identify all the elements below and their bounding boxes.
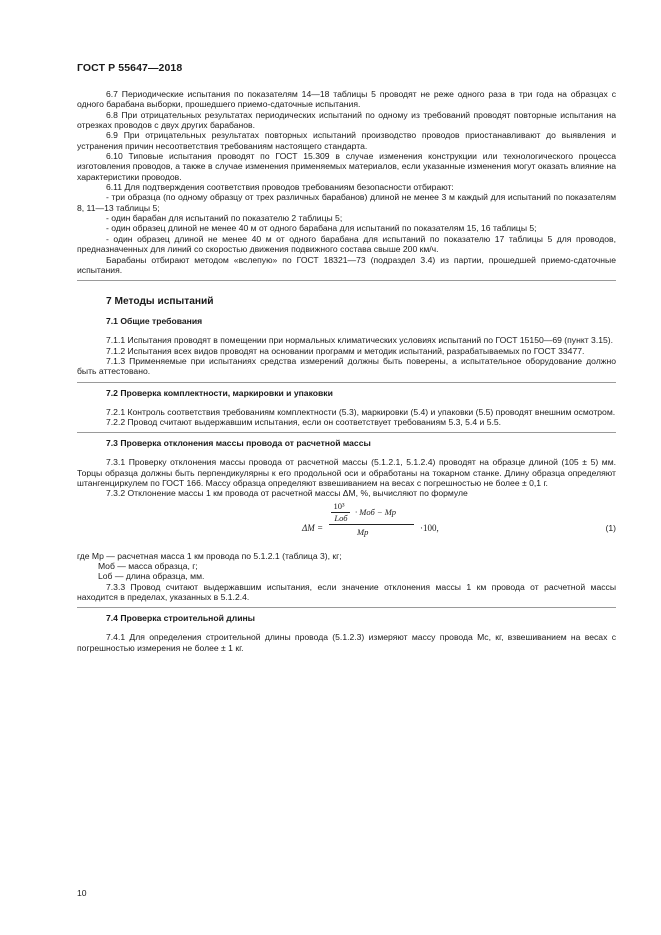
paragraph-6-8: 6.8 При отрицательных результатах периодических испытаний по одному из требований проводят повторные испытания на отрезках проводов с двух других барабанов. — [77, 109, 616, 131]
list-item: - три образца (по одному образцу от трех различных барабанов) длиной не менее 3 м каждый для испытаний по показателям 8, 11—13 таблицы 5; — [77, 192, 616, 213]
formula-denominator: Mр — [357, 526, 369, 537]
paragraph-6-11: 6.11 Для подтверждения соответствия проводов требованиям безопасности отбирают: — [106, 182, 454, 193]
formula-small-denominator: Lоб — [334, 512, 348, 523]
paragraph-7-3-2: 7.3.2 Отклонение массы 1 км провода от расчетной массы ΔM, %, вычисляют по формуле — [106, 488, 468, 499]
subsection-title-7-1: 7.1 Общие требования — [106, 316, 203, 327]
subsection-title-7-2: 7.2 Проверка комплектности, маркировки и упаковки — [106, 387, 333, 398]
subsection-title-7-3: 7.3 Проверка отклонения массы провода от расчетной массы — [106, 438, 371, 449]
list-item: - один барабан для испытаний по показателю 2 таблицы 5; — [106, 213, 343, 224]
paragraph-7-3-1: 7.3.1 Проверку отклонения массы провода от расчетной массы (5.1.2.1, 5.1.2.4) проводят на образце длиной (105 ± 5) мм. Торцы образца должны быть перпендикулярны к его продольной оси и обработаны на токарном станке. Длину образца определяют штангенциркулем по ГОСТ 166. Массу образца определяют взвешиванием на весах с погрешностью не более ± 0,1 г. — [77, 457, 616, 488]
formula-multiplier: ·100, — [420, 522, 439, 533]
list-item: - один образец длиной не менее 40 м от одного барабана для испытаний по показателю 17 таблицы 5 для проводов, предназначенных для линий со скоростью движения подвижного состава свыше 200 км/ч. — [77, 233, 616, 255]
paragraph-7-2-2: 7.2.2 Провод считают выдержавшим испытания, если он соответствует требованиям 5.3, 5.4 и 5.5. — [106, 416, 502, 427]
paragraph-7-3-3: 7.3.3 Провод считают выдержавшим испытания, если значение отклонения массы 1 км провода от расчетной массы находится в пределах, указанных в 5.1.2.4. — [77, 581, 616, 602]
definition-item: Mоб — масса образца, г; — [98, 560, 198, 571]
definition-item: где Mр — расчетная масса 1 км провода по 5.1.2.1 (таблица 3), кг; — [77, 550, 342, 561]
paragraph-7-4-1: 7.4.1 Для определения строительной длины провода (5.1.2.3) измеряют массу провода Mс, кг, взвешиванием на весах с погрешностью измерения не более ± 1 кг. — [77, 632, 616, 653]
formula-small-numerator: 10³ — [333, 500, 345, 511]
paragraph-6-10: 6.10 Типовые испытания проводят по ГОСТ 15.309 в случае изменения конструкции или технологического процесса изготовления проводов, а также в случае изменения применяемых материалов, если указанные изменения могут оказать влияние на характеристики проводов. — [77, 151, 616, 182]
document-id: ГОСТ Р 55647—2018 — [77, 62, 183, 74]
subsection-title-7-4: 7.4 Проверка строительной длины — [106, 613, 256, 624]
formula-number: (1) — [605, 522, 616, 533]
paragraph-7-1-3: 7.1.3 Применяемые при испытаниях средства измерений должны быть поверены, а испытательное оборудование должно быть аттестовано. — [77, 355, 616, 377]
paragraph-7-1-2: 7.1.2 Испытания всех видов проводят на основании программ и методик испытаний, разрабатываемых по ГОСТ 33477. — [106, 345, 585, 356]
paragraph-6-7: 6.7 Периодические испытания по показателям 14—18 таблицы 5 проводят не реже одного раза в три года на образцах с одного барабана выборки, прошедшего приемо-сдаточные испытания. — [77, 89, 616, 110]
page-content — [77, 89, 616, 653]
paragraph-drums: Барабаны отбирают методом «вслепую» по ГОСТ 18321—73 (подраздел 3.4) из партии, прошедшей приемо-сдаточные испытания. — [77, 254, 616, 275]
paragraph-7-2-1: 7.2.1 Контроль соответствия требованиям комплектности (5.3), маркировки (5.4) и упаковки (5.5) проводят внешним осмотром. — [106, 406, 616, 417]
paragraph-7-1-1: 7.1.1 Испытания проводят в помещении при нормальных климатических условиях испытаний по ГОСТ 15150—69 (пункт 3.15). — [106, 335, 614, 346]
formula-numerator: · Mоб − Mр — [355, 506, 397, 517]
paragraph-6-9: 6.9 При отрицательных результатах повторных испытаний производство проводов приостанавливают до выявления и устранения причин несоответствия требованиям настоящего стандарта. — [77, 130, 616, 151]
formula-1 — [77, 499, 616, 551]
formula-lhs: ΔM = — [302, 522, 324, 533]
formula-main-bar — [329, 524, 414, 525]
page-number: 10 — [77, 888, 87, 898]
list-item: - один образец длиной не менее 40 м от одного барабана для испытаний по показателям 15, 16 таблицы 5; — [106, 223, 537, 234]
section-title: 7 Методы испытаний — [106, 296, 214, 308]
definition-item: Lоб — длина образца, мм. — [98, 571, 205, 582]
formula-definitions — [77, 551, 616, 582]
